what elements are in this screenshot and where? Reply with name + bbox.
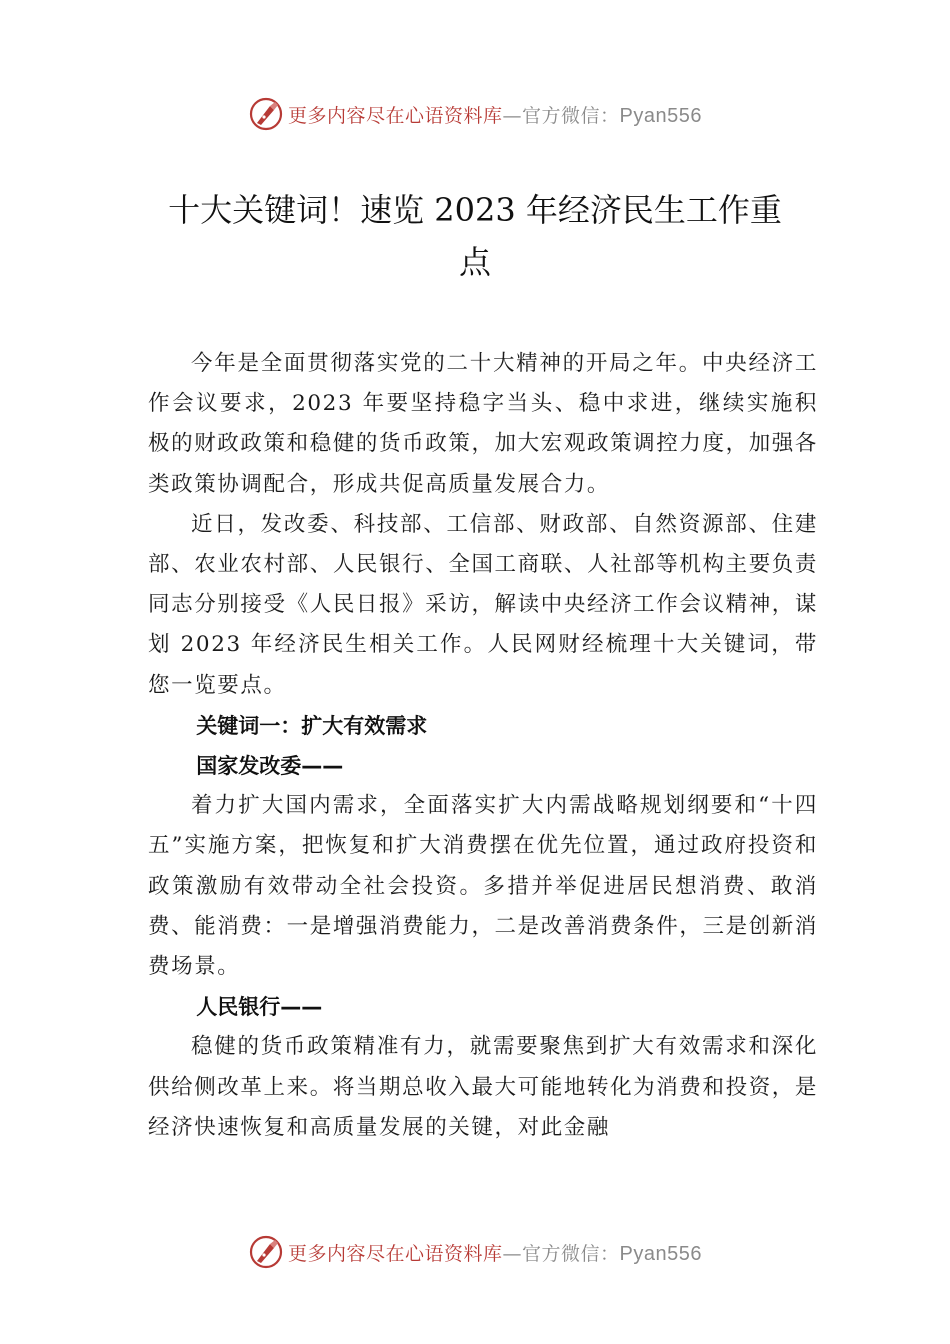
- banner-wechat-id: Pyan556: [619, 1242, 702, 1265]
- paragraph-ndrc: 着力扩大国内需求，全面落实扩大内需战略规划纲要和“十四五”实施方案，把恢复和扩大消费摆在优先位置，通过政府投资和政策激励有效带动全社会投资。多措并举促进居民想消费、敢消费、能消费：一是增强消费能力，二是改善消费条件，三是创新消费场景。: [148, 793, 818, 980]
- banner-dash: —: [502, 104, 523, 127]
- footer-banner: [0, 1232, 950, 1272]
- banner-wechat-id: Pyan556: [619, 104, 702, 127]
- paragraph-background: 近日，发改委、科技部、工信部、财政部、自然资源部、住建部、农业农村部、人民银行、全国工商联、人社部等机构主要负责同志分别接受《人民日报》采访，解读中央经济工作会议精神，谋划 2023 年经济民生相关工作。人民网财经梳理十大关键词，带您一览要点。: [148, 511, 818, 698]
- banner-red-text: 更多内容尽在心语资料库: [288, 104, 503, 127]
- banner-text: [288, 101, 702, 128]
- title-line-2: 点: [458, 243, 491, 281]
- document-body: [148, 344, 818, 1148]
- pen-nib-logo-icon: [248, 96, 284, 132]
- keyword-heading-1: 关键词一：扩大有效需求: [196, 713, 428, 738]
- section-heading-pboc: 人民银行——: [196, 995, 323, 1020]
- banner-red-text: 更多内容尽在心语资料库: [288, 1242, 503, 1265]
- header-banner: [0, 94, 950, 134]
- banner-gray-text: 官方微信：: [522, 104, 620, 127]
- banner-text: [288, 1239, 702, 1266]
- document-title: [130, 184, 820, 288]
- pen-nib-logo-icon: [248, 1234, 284, 1270]
- paragraph-pboc: 稳健的货币政策精准有力，就需要聚焦到扩大有效需求和深化供给侧改革上来。将当期总收入最大可能地转化为消费和投资，是经济快速恢复和高质量发展的关键，对此金融: [148, 1034, 818, 1140]
- title-line-1: 十大关键词！速览 2023 年经济民生工作重: [168, 191, 782, 229]
- banner-gray-text: 官方微信：: [522, 1242, 620, 1265]
- paragraph-intro: 今年是全面贯彻落实党的二十大精神的开局之年。中央经济工作会议要求，2023 年要坚持稳字当头、稳中求进，继续实施积极的财政政策和稳健的货币政策，加大宏观政策调控力度，加强各类政策协调配合，形成共促高质量发展合力。: [148, 351, 818, 497]
- section-heading-ndrc: 国家发改委——: [196, 754, 344, 779]
- banner-dash: —: [502, 1242, 523, 1265]
